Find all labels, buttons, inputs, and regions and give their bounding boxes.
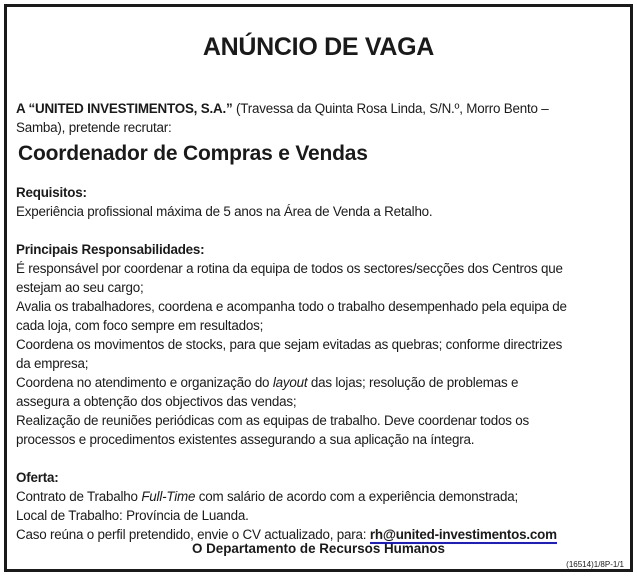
responsibility-text: Coordena no atendimento e organização do	[16, 375, 273, 390]
requirements-heading: Requisitos:	[16, 185, 87, 200]
offer-text: Contrato de Trabalho	[16, 489, 142, 504]
signature: O Departamento de Recursos Humanos	[192, 541, 445, 556]
responsibility-line: É responsável por coordenar a rotina da equipa de todos os sectores/secções dos Centros que	[16, 261, 563, 276]
job-ad-frame	[4, 4, 633, 572]
intro-line-1	[16, 99, 549, 118]
responsibility-line: estejam ao seu cargo;	[16, 280, 144, 295]
responsibility-line: Realização de reuniões periódicas com as equipas de trabalho. Deve coordenar todos os	[16, 413, 529, 428]
email-link[interactable]: rh@united-investimentos.com	[369, 527, 557, 542]
responsibilities-heading: Principais Responsabilidades:	[16, 242, 205, 257]
company-address: (Travessa da Quinta Rosa Linda, S/N.º, Morro Bento –	[232, 101, 549, 116]
offer-heading: Oferta:	[16, 470, 59, 485]
requirement-item: Experiência profissional máxima de 5 anos na Área de Venda a Retalho.	[16, 204, 433, 219]
offer-contract	[16, 487, 518, 506]
responsibility-line: assegura a obtenção dos objectivos das vendas;	[16, 394, 297, 409]
company-name: A “UNITED INVESTIMENTOS, S.A.”	[16, 101, 233, 116]
responsibility-line: da empresa;	[16, 356, 89, 371]
reference-code: (16514)1/8P-1/1	[566, 560, 624, 569]
ad-title: ANÚNCIO DE VAGA	[202, 33, 435, 61]
responsibility-line: Avalia os trabalhadores, coordena e acompanha todo o trabalho desempenhado pela equipa de	[16, 299, 567, 314]
responsibility-text: das lojas; resolução de problemas e	[307, 375, 519, 390]
intro-line-2: Samba), pretende recrutar:	[16, 120, 172, 135]
offer-italic-term: Full-Time	[141, 489, 196, 504]
responsibility-line: Coordena os movimentos de stocks, para que sejam evitadas as quebras; conforme directrizes	[16, 337, 563, 352]
position-title: Coordenador de Compras e Vendas	[18, 142, 368, 165]
offer-text: com salário de acordo com a experiência demonstrada;	[195, 489, 519, 504]
responsibility-line	[16, 373, 518, 392]
offer-location: Local de Trabalho: Província de Luanda.	[16, 508, 249, 523]
responsibility-line: processos e procedimentos existentes assegurando a sua aplicação na íntegra.	[16, 432, 475, 447]
apply-text: Caso reúna o perfil pretendido, envie o CV actualizado, para:	[16, 527, 370, 542]
responsibility-line: cada loja, com foco sempre em resultados;	[16, 318, 264, 333]
responsibility-italic-term: layout	[272, 375, 308, 390]
